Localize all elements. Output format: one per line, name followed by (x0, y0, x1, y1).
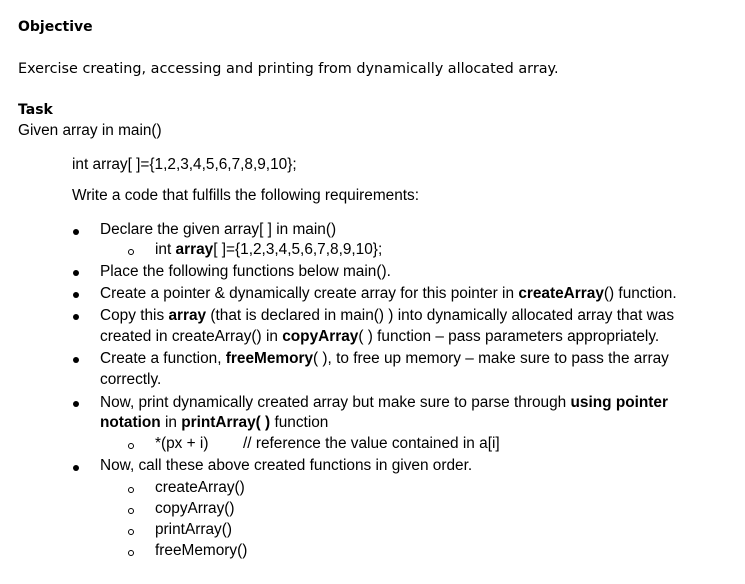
requirement-print-array-line1: Now, print dynamically created array but make sure to parse through using pointer (100, 394, 668, 411)
task-given-text: Given array in main() (18, 122, 162, 139)
order-item: copyArray() (155, 500, 235, 517)
requirements-intro: Write a code that fulfills the following requirements: (72, 187, 420, 204)
pointer-notation-comment: // reference the value contained in a[i] (243, 435, 500, 452)
requirement-place-functions: Place the following functions below main(). (100, 263, 391, 280)
order-item: createArray() (155, 479, 245, 496)
requirement-free-memory-line1: Create a function, freeMemory( ), to free up memory – make sure to pass the array (100, 350, 669, 367)
pointer-notation-code: *(px + i) (155, 435, 209, 452)
requirement-create-array: Create a pointer & dynamically create array for this pointer in createArray() function. (100, 285, 677, 302)
bullet-icon (73, 401, 79, 407)
bullet-icon (73, 465, 79, 471)
order-item: printArray() (155, 521, 232, 538)
objective-text: Exercise creating, accessing and printing from dynamically allocated array. (18, 61, 559, 77)
requirement-copy-array-line2: created in createArray() in copyArray( ) function – pass parameters appropriately. (100, 328, 660, 345)
requirement-call-order: Now, call these above created functions in given order. (100, 457, 473, 474)
bullet-icon (73, 229, 79, 235)
requirement-declare-array: Declare the given array[ ] in main() (100, 221, 337, 238)
task-heading: Task (18, 102, 53, 118)
circle-bullet-icon (128, 529, 134, 535)
circle-bullet-icon (128, 443, 134, 449)
circle-bullet-icon (128, 487, 134, 493)
bullet-icon (73, 357, 79, 363)
bullet-icon (73, 270, 79, 276)
given-array-code: int array[ ]={1,2,3,4,5,6,7,8,9,10}; (72, 156, 297, 173)
requirement-copy-array-line1: Copy this array (that is declared in main() ) into dynamically allocated array that was (100, 307, 675, 324)
requirement-print-array-line2: notation in printArray( ) function (100, 414, 329, 431)
circle-bullet-icon (128, 508, 134, 514)
bullet-icon (73, 314, 79, 320)
circle-bullet-icon (128, 550, 134, 556)
circle-bullet-icon (128, 249, 134, 255)
requirement-declare-array-code: int array[ ]={1,2,3,4,5,6,7,8,9,10}; (155, 241, 383, 258)
bullet-icon (73, 292, 79, 298)
objective-heading: Objective (18, 19, 93, 35)
requirement-free-memory-line2: correctly. (100, 371, 162, 388)
order-item: freeMemory() (155, 542, 248, 559)
